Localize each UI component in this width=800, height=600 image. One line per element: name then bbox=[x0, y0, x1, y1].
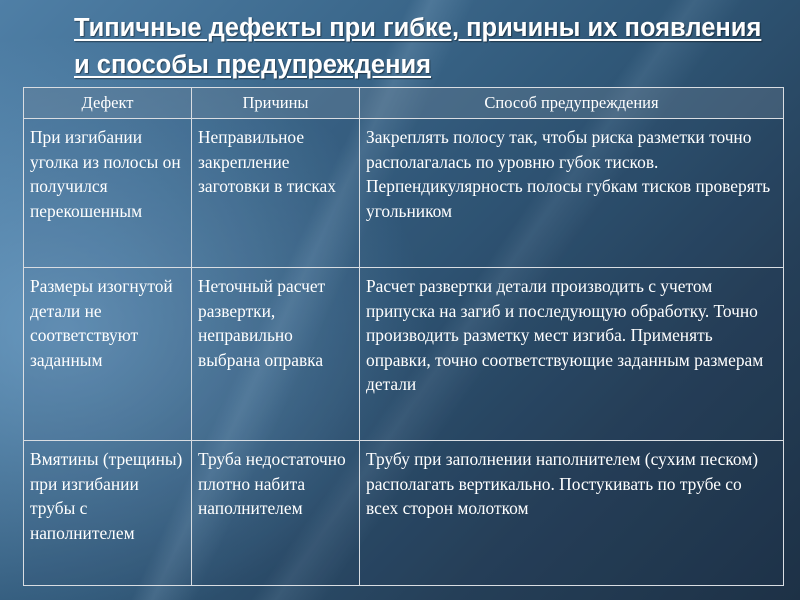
defect-cell: При изгибании уголка из полосы он получился перекошенным bbox=[24, 119, 192, 268]
cause-cell: Неправильное закрепление заготовки в тисках bbox=[192, 119, 360, 268]
defect-cell: Вмятины (трещины) при изгибании трубы с наполнителем bbox=[24, 441, 192, 586]
cause-cell: Труба недостаточно плотно набита наполнителем bbox=[192, 441, 360, 586]
column-header-causes: Причины bbox=[192, 88, 360, 119]
table-row bbox=[24, 268, 784, 441]
defect-cell: Размеры изогнутой детали не соответствуют заданным bbox=[24, 268, 192, 441]
prevention-cell: Трубу при заполнении наполнителем (сухим песком) располагать вертикально. Постукивать по трубе со всех сторон молотком bbox=[360, 441, 784, 586]
table-row bbox=[24, 119, 784, 268]
cause-cell: Неточный расчет развертки, неправильно выбрана оправка bbox=[192, 268, 360, 441]
table-row bbox=[24, 441, 784, 586]
page-title: Типичные дефекты при гибке, причины их появления и способы предупреждения bbox=[74, 14, 762, 79]
column-header-prevention: Способ предупреждения bbox=[360, 88, 784, 119]
defects-table bbox=[23, 87, 784, 586]
table-header-row bbox=[24, 88, 784, 119]
prevention-cell: Закреплять полосу так, чтобы риска разметки точно располагалась по уровню губок тисков. Перпендикулярность полосы губкам тисков проверять угольником bbox=[360, 119, 784, 268]
column-header-defect: Дефект bbox=[24, 88, 192, 119]
prevention-cell: Расчет развертки детали производить с учетом припуска на загиб и последующую обработку. Точно производить разметку мест изгиба. Применять оправки, точно соответствующие заданным размерам детали bbox=[360, 268, 784, 441]
